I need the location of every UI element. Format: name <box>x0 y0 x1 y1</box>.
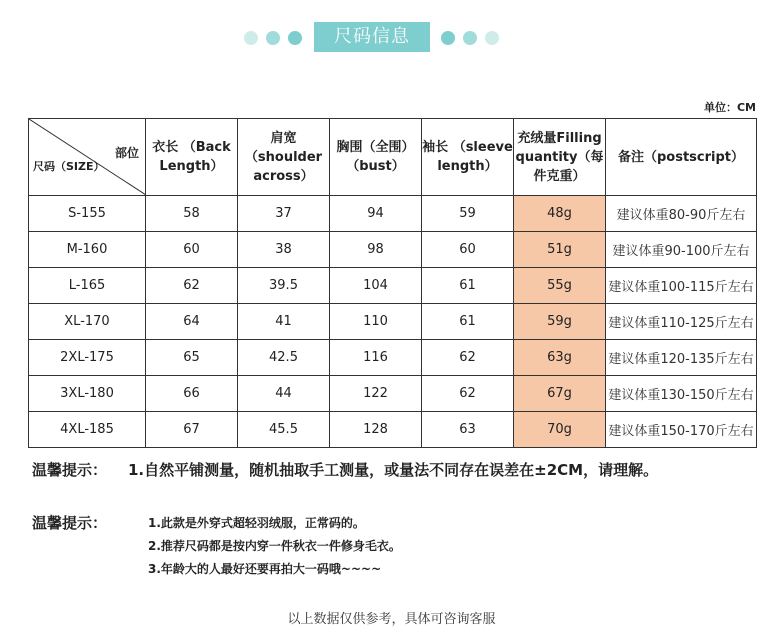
decor-dot <box>266 31 280 45</box>
sleeve-cell: 62 <box>422 376 514 412</box>
remark-cell: 建议体重150-170斤左右 <box>606 412 757 448</box>
footer-note: 以上数据仅供参考，具体可咨询客服 <box>287 612 496 627</box>
shoulder-cell: 37 <box>238 196 330 232</box>
size-cell: XL-170 <box>29 304 146 340</box>
size-cell: S-155 <box>29 196 146 232</box>
bust-cell: 128 <box>330 412 422 448</box>
shoulder-cell: 45.5 <box>238 412 330 448</box>
header-sleeve: 袖长 （sleeve length） <box>422 119 514 196</box>
table-header-row <box>29 119 757 196</box>
remark-cell: 建议体重100-115斤左右 <box>606 268 757 304</box>
list-item: 2.推荐尺码都是按内穿一件秋衣一件修身毛衣。 <box>148 539 401 553</box>
sleeve-cell: 59 <box>422 196 514 232</box>
filling-cell: 63g <box>514 340 606 376</box>
header-remark: 备注（postscript） <box>606 119 757 196</box>
decor-dot <box>463 31 477 45</box>
table-row <box>29 376 757 412</box>
header-shoulder: 肩宽 （shoulder across） <box>238 119 330 196</box>
filling-cell: 55g <box>514 268 606 304</box>
size-table <box>28 118 757 448</box>
size-cell: 4XL-185 <box>29 412 146 448</box>
remark-cell: 建议体重90-100斤左右 <box>606 232 757 268</box>
tip-label: 温馨提示： <box>32 461 108 479</box>
shoulder-cell: 38 <box>238 232 330 268</box>
corner-top-label: 部位 <box>114 146 139 160</box>
table-row <box>29 304 757 340</box>
table-row <box>29 412 757 448</box>
sleeve-cell: 63 <box>422 412 514 448</box>
length-cell: 58 <box>146 196 238 232</box>
decor-dot <box>441 31 455 45</box>
remark-cell: 建议体重80-90斤左右 <box>606 196 757 232</box>
filling-cell: 70g <box>514 412 606 448</box>
size-cell: M-160 <box>29 232 146 268</box>
section-title: 尺码信息 <box>314 22 430 52</box>
tip-label: 温馨提示： <box>32 514 108 532</box>
table-row <box>29 268 757 304</box>
table-body <box>29 196 757 448</box>
filling-cell: 67g <box>514 376 606 412</box>
shoulder-cell: 42.5 <box>238 340 330 376</box>
length-cell: 65 <box>146 340 238 376</box>
remark-cell: 建议体重120-135斤左右 <box>606 340 757 376</box>
sleeve-cell: 61 <box>422 268 514 304</box>
sleeve-cell: 61 <box>422 304 514 340</box>
remark-cell: 建议体重110-125斤左右 <box>606 304 757 340</box>
remark-cell: 建议体重130-150斤左右 <box>606 376 757 412</box>
filling-cell: 51g <box>514 232 606 268</box>
length-cell: 66 <box>146 376 238 412</box>
sleeve-cell: 62 <box>422 340 514 376</box>
corner-bottom-label: 尺码（SIZE） <box>33 160 105 173</box>
decor-dot <box>288 31 302 45</box>
filling-cell: 59g <box>514 304 606 340</box>
size-cell: L-165 <box>29 268 146 304</box>
bust-cell: 98 <box>330 232 422 268</box>
table-row <box>29 232 757 268</box>
tip-list <box>148 512 401 581</box>
tip-text: 1.自然平铺测量，随机抽取手工测量，或量法不同存在误差在±2CM，请理解。 <box>128 461 659 479</box>
bust-cell: 110 <box>330 304 422 340</box>
section-header <box>0 22 783 54</box>
length-cell: 60 <box>146 232 238 268</box>
measurement-tip <box>32 459 659 480</box>
sleeve-cell: 60 <box>422 232 514 268</box>
length-cell: 67 <box>146 412 238 448</box>
header-filling: 充绒量Filling quantity（每件克重） <box>514 119 606 196</box>
filling-cell: 48g <box>514 196 606 232</box>
unit-label: 单位：CM <box>703 101 756 114</box>
header-length: 衣长 （Back Length） <box>146 119 238 196</box>
bust-cell: 122 <box>330 376 422 412</box>
header-bust: 胸围（全围）（bust） <box>330 119 422 196</box>
decor-dot <box>485 31 499 45</box>
shoulder-cell: 41 <box>238 304 330 340</box>
decor-dot <box>244 31 258 45</box>
list-item: 3.年龄大的人最好还要再拍大一码哦~~~~ <box>148 562 382 576</box>
bust-cell: 116 <box>330 340 422 376</box>
table-row <box>29 196 757 232</box>
bust-cell: 104 <box>330 268 422 304</box>
shoulder-cell: 39.5 <box>238 268 330 304</box>
list-item: 1.此款是外穿式超轻羽绒服，正常码的。 <box>148 516 365 530</box>
length-cell: 62 <box>146 268 238 304</box>
bust-cell: 94 <box>330 196 422 232</box>
size-cell: 2XL-175 <box>29 340 146 376</box>
shoulder-cell: 44 <box>238 376 330 412</box>
length-cell: 64 <box>146 304 238 340</box>
corner-header <box>29 119 146 196</box>
size-cell: 3XL-180 <box>29 376 146 412</box>
table-row <box>29 340 757 376</box>
